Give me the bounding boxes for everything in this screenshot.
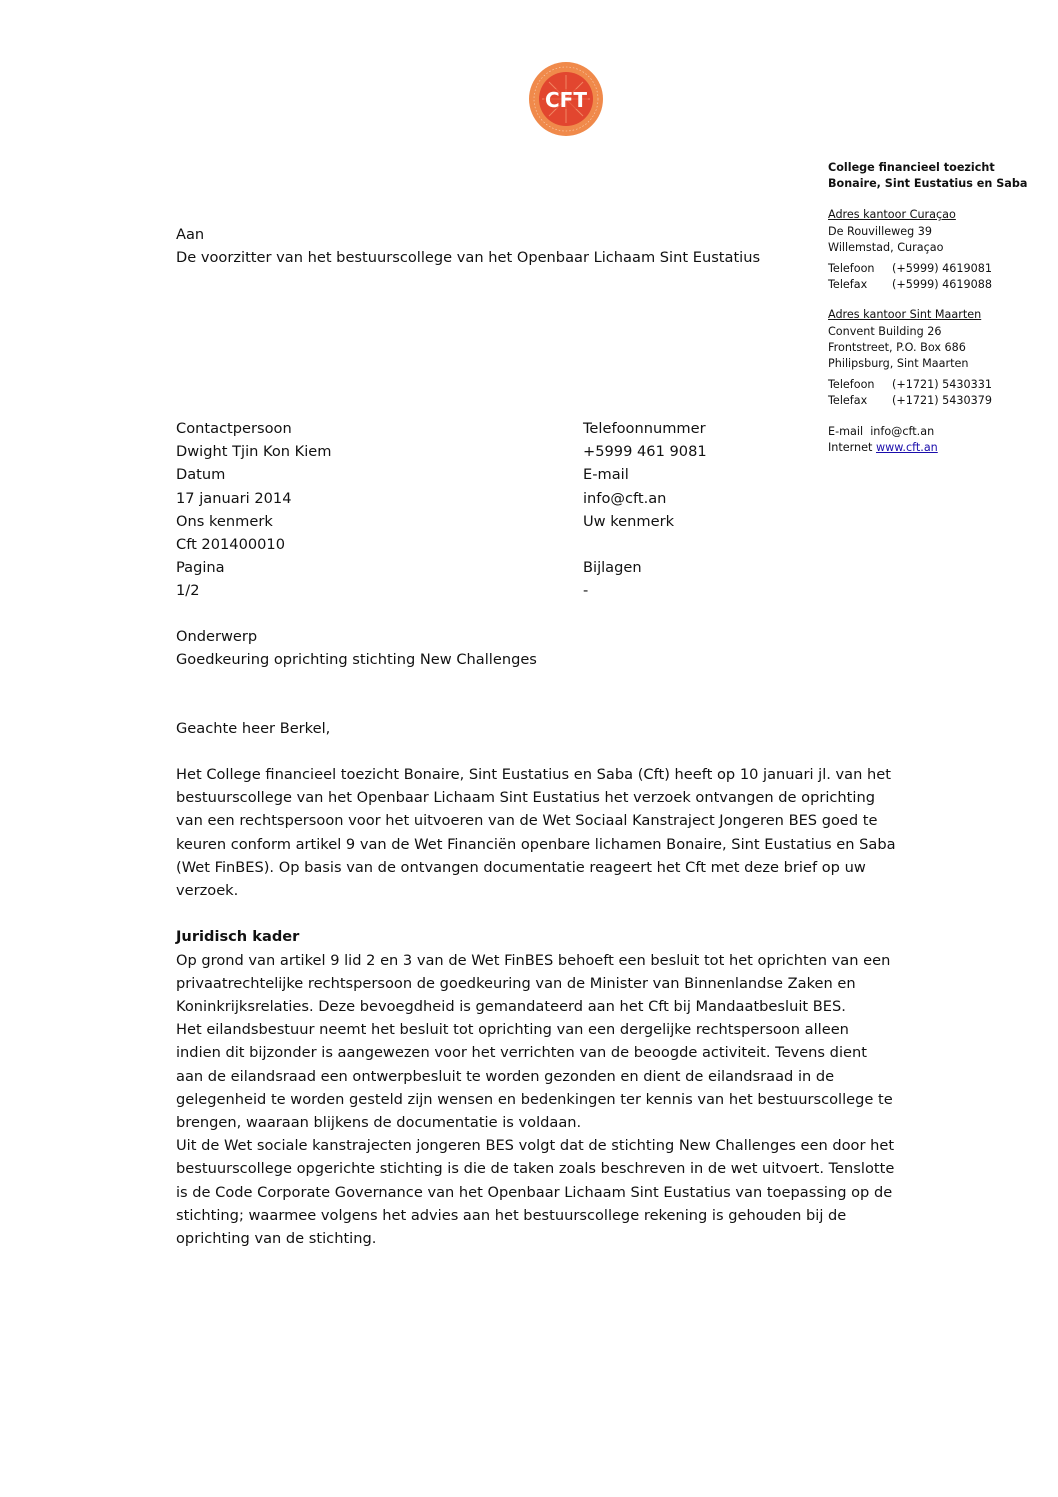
intro-paragraph: Het College financieel toezicht Bonaire, Sint Eustatius en Saba (Cft) heeft op 10 januari jl. van het bestuurscollege van het Openbaar Lichaam Sint Eustatius het verzoek ontvangen de oprichting van een rechtspersoon voor het uitvoeren van de Wet Sociaal Kanstraject Jongeren BES goed te keuren conform artikel 9 van de Wet Financiën openbare lichamen Bonaire, Sint Eustatius en Saba (Wet FinBES). Op basis van de ontvangen documentatie reageert het Cft met deze brief op uw verzoek. bbox=[176, 766, 896, 900]
letter-meta bbox=[176, 417, 816, 603]
sender-sidebar bbox=[828, 160, 1028, 456]
sint-maarten-fax-label: Telefax bbox=[828, 394, 868, 408]
sint-maarten-phone-row bbox=[828, 377, 1028, 393]
contact-label: Contactpersoon bbox=[176, 420, 292, 437]
curacao-fax-label: Telefax bbox=[828, 278, 868, 292]
legal-paragraph-2: Het eilandsbestuur neemt het besluit tot oprichting van een dergelijke rechtspersoon alleen indien dit bijzonder is aangewezen voor het verrichten van de beoogde activiteit. Tevens dient aan de eilandsraad een ontwerpbesluit te worden gezonden en dient de eilandsraad in de gelegenheid te worden gesteld zijn wensen en bedenkingen ter kennis van het bestuurscollege te brengen, waaraan blijkens de documentatie is voldaan. bbox=[176, 1021, 893, 1132]
phone-label: Telefoonnummer bbox=[583, 420, 706, 437]
page-value: 1/2 bbox=[176, 582, 200, 600]
recipient-value: De voorzitter van het bestuurscollege van het Openbaar Lichaam Sint Eustatius bbox=[176, 249, 761, 267]
internet-label: Internet bbox=[828, 440, 873, 454]
cft-logo bbox=[528, 61, 604, 137]
recipient-block bbox=[176, 223, 760, 269]
email-value: info@cft.an bbox=[870, 424, 935, 438]
internet-row bbox=[828, 440, 1028, 456]
letter-body bbox=[176, 763, 896, 1250]
svg-text:CFT: CFT bbox=[545, 88, 587, 112]
your-ref-label: Uw kenmerk bbox=[583, 512, 675, 530]
curacao-fax: (+5999) 4619088 bbox=[892, 278, 992, 292]
our-ref-label: Ons kenmerk bbox=[176, 512, 273, 530]
sint-maarten-address-line2: Frontstreet, P.O. Box 686 bbox=[828, 340, 966, 354]
curacao-fax-row bbox=[828, 277, 1028, 293]
curacao-phone: (+5999) 4619081 bbox=[892, 262, 992, 276]
sint-maarten-phone: (+1721) 5430331 bbox=[892, 378, 992, 392]
curacao-address-line2: Willemstad, Curaçao bbox=[828, 240, 944, 254]
sint-maarten-address-line1: Convent Building 26 bbox=[828, 324, 942, 338]
subject-value: Goedkeuring oprichting stichting New Challenges bbox=[176, 651, 537, 669]
email-meta-value: info@cft.an bbox=[583, 489, 667, 507]
legal-paragraph-3: Uit de Wet sociale kanstrajecten jongeren BES volgt dat de stichting New Challenges een door het bestuurscollege opgerichte stichting is die de taken zoals beschreven in de wet uitvoert. Tenslotte is de Code Corporate Governance van het Openbaar Lichaam Sint Eustatius van toepassing op de stichting; waarmee volgens het advies aan het bestuurscollege rekening is gehouden bij de oprichting van de stichting. bbox=[176, 1137, 895, 1248]
curacao-phone-row bbox=[828, 261, 1028, 277]
phone-value: +5999 461 9081 bbox=[583, 443, 707, 461]
curacao-address-line1: De Rouvilleweg 39 bbox=[828, 224, 933, 238]
date-value: 17 januari 2014 bbox=[176, 489, 292, 507]
attachments-value: - bbox=[583, 582, 589, 600]
website-link[interactable]: www.cft.an bbox=[876, 440, 938, 454]
sint-maarten-fax-row bbox=[828, 393, 1028, 409]
curacao-phone-label: Telefoon bbox=[828, 262, 875, 276]
email-row bbox=[828, 424, 1028, 440]
subject-label: Onderwerp bbox=[176, 628, 258, 645]
org-name: College financieel toezicht Bonaire, Sint Eustatius en Saba bbox=[828, 161, 1028, 191]
legal-paragraph-1: Op grond van artikel 9 lid 2 en 3 van de Wet FinBES behoeft een besluit tot het oprichten van een privaatrechtelijke rechtspersoon de goedkeuring van de Minister van Binnenlandse Zaken en Koninkrijksrelaties. Deze bevoegdheid is gemandateerd aan het Cft bij Mandaatbesluit BES. bbox=[176, 951, 891, 1016]
greeting: Geachte heer Berkel, bbox=[176, 720, 331, 737]
recipient-label: Aan bbox=[176, 226, 205, 243]
subject-block bbox=[176, 625, 537, 671]
sint-maarten-phone-label: Telefoon bbox=[828, 378, 875, 392]
sint-maarten-fax: (+1721) 5430379 bbox=[892, 394, 992, 408]
section-heading: Juridisch kader bbox=[176, 928, 300, 946]
date-label: Datum bbox=[176, 466, 226, 484]
email-meta-label: E-mail bbox=[583, 466, 629, 484]
page-label: Pagina bbox=[176, 559, 225, 577]
curacao-office-heading: Adres kantoor Curaçao bbox=[828, 208, 956, 222]
attachments-label: Bijlagen bbox=[583, 559, 642, 577]
our-ref-value: Cft 201400010 bbox=[176, 536, 285, 554]
sint-maarten-office-heading: Adres kantoor Sint Maarten bbox=[828, 308, 982, 322]
sint-maarten-address-line3: Philipsburg, Sint Maarten bbox=[828, 357, 969, 371]
contact-value: Dwight Tjin Kon Kiem bbox=[176, 443, 332, 461]
email-label: E-mail bbox=[828, 424, 864, 438]
cft-logo-icon bbox=[528, 61, 604, 137]
